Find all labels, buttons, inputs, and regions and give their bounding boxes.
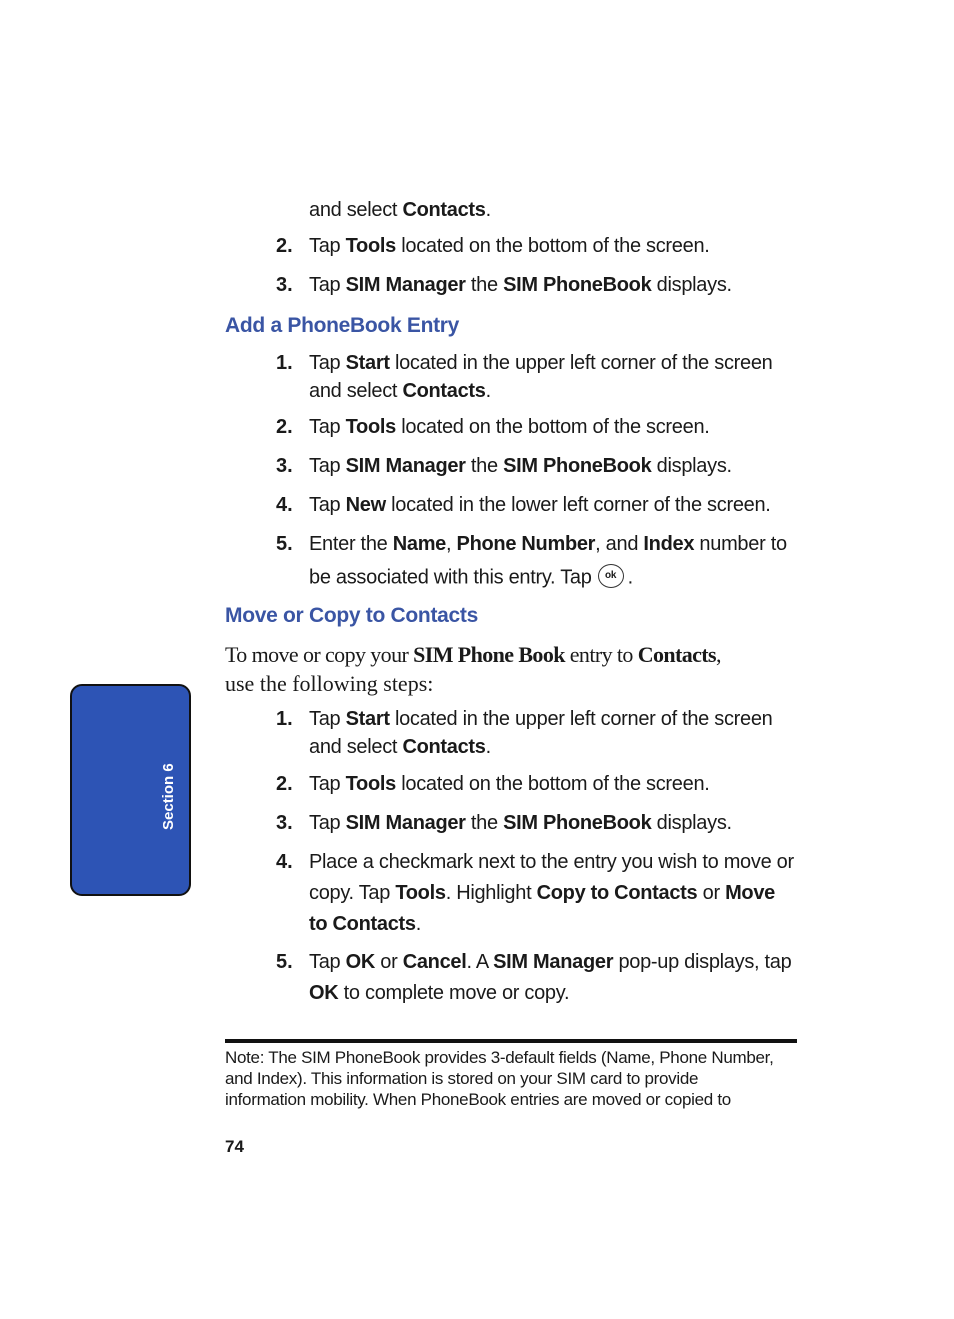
step-number: 1. <box>276 708 293 730</box>
note-text <box>225 1047 805 1110</box>
step-text: be associated with this entry. Tap ok . <box>309 564 633 592</box>
step-text: Tap SIM Manager the SIM PhoneBook displays. <box>309 274 732 296</box>
step-number: 5. <box>276 533 293 555</box>
step-number: 2. <box>276 235 293 257</box>
step-text: to Contacts. <box>309 913 421 935</box>
step-text: Tap Start located in the upper left corner of the screen <box>309 708 773 730</box>
step-text: Tap Tools located on the bottom of the screen. <box>309 773 710 795</box>
intro-text: use the following steps: <box>225 671 434 696</box>
page-number: 74 <box>225 1137 244 1156</box>
step-text: Tap SIM Manager the SIM PhoneBook displays. <box>309 455 732 477</box>
step-number: 4. <box>276 494 293 516</box>
step-text: Tap Start located in the upper left corner of the screen <box>309 352 773 374</box>
note-line: and Index). This information is stored on your SIM card to provide <box>225 1069 699 1088</box>
ok-key-icon: ok <box>598 564 624 588</box>
step-text: Place a checkmark next to the entry you wish to move or <box>309 851 794 873</box>
step-text: Enter the Name, Phone Number, and Index number to <box>309 533 787 555</box>
step-number: 1. <box>276 352 293 374</box>
step-text: and select Contacts. <box>309 380 491 402</box>
step-number: 4. <box>276 851 293 873</box>
step-text: and select Contacts. <box>309 199 491 221</box>
step-text: Tap Tools located on the bottom of the screen. <box>309 235 710 257</box>
step-text: Tap SIM Manager the SIM PhoneBook displays. <box>309 812 732 834</box>
step-text: and select Contacts. <box>309 736 491 758</box>
section-heading: Move or Copy to Contacts <box>225 604 478 627</box>
step-number: 3. <box>276 812 293 834</box>
step-number: 2. <box>276 773 293 795</box>
step-text: Tap Tools located on the bottom of the screen. <box>309 416 710 438</box>
section-heading: Add a PhoneBook Entry <box>225 314 460 337</box>
note-line: Note: The SIM PhoneBook provides 3-default fields (Name, Phone Number, <box>225 1048 774 1067</box>
note-divider <box>225 1039 797 1043</box>
section-tab-label: Section 6 <box>160 763 177 830</box>
step-text: Tap OK or Cancel. A SIM Manager pop-up displays, tap <box>309 951 792 973</box>
step-text: copy. Tap Tools. Highlight Copy to Contacts or Move <box>309 882 775 904</box>
intro-text: To move or copy your SIM Phone Book entry to Contacts, <box>225 642 721 667</box>
step-number: 5. <box>276 951 293 973</box>
step-text: OK to complete move or copy. <box>309 982 570 1004</box>
step-number: 3. <box>276 274 293 296</box>
note-line: information mobility. When PhoneBook entries are moved or copied to <box>225 1090 731 1109</box>
step-number: 2. <box>276 416 293 438</box>
step-number: 3. <box>276 455 293 477</box>
step-text: Tap New located in the lower left corner of the screen. <box>309 494 771 516</box>
